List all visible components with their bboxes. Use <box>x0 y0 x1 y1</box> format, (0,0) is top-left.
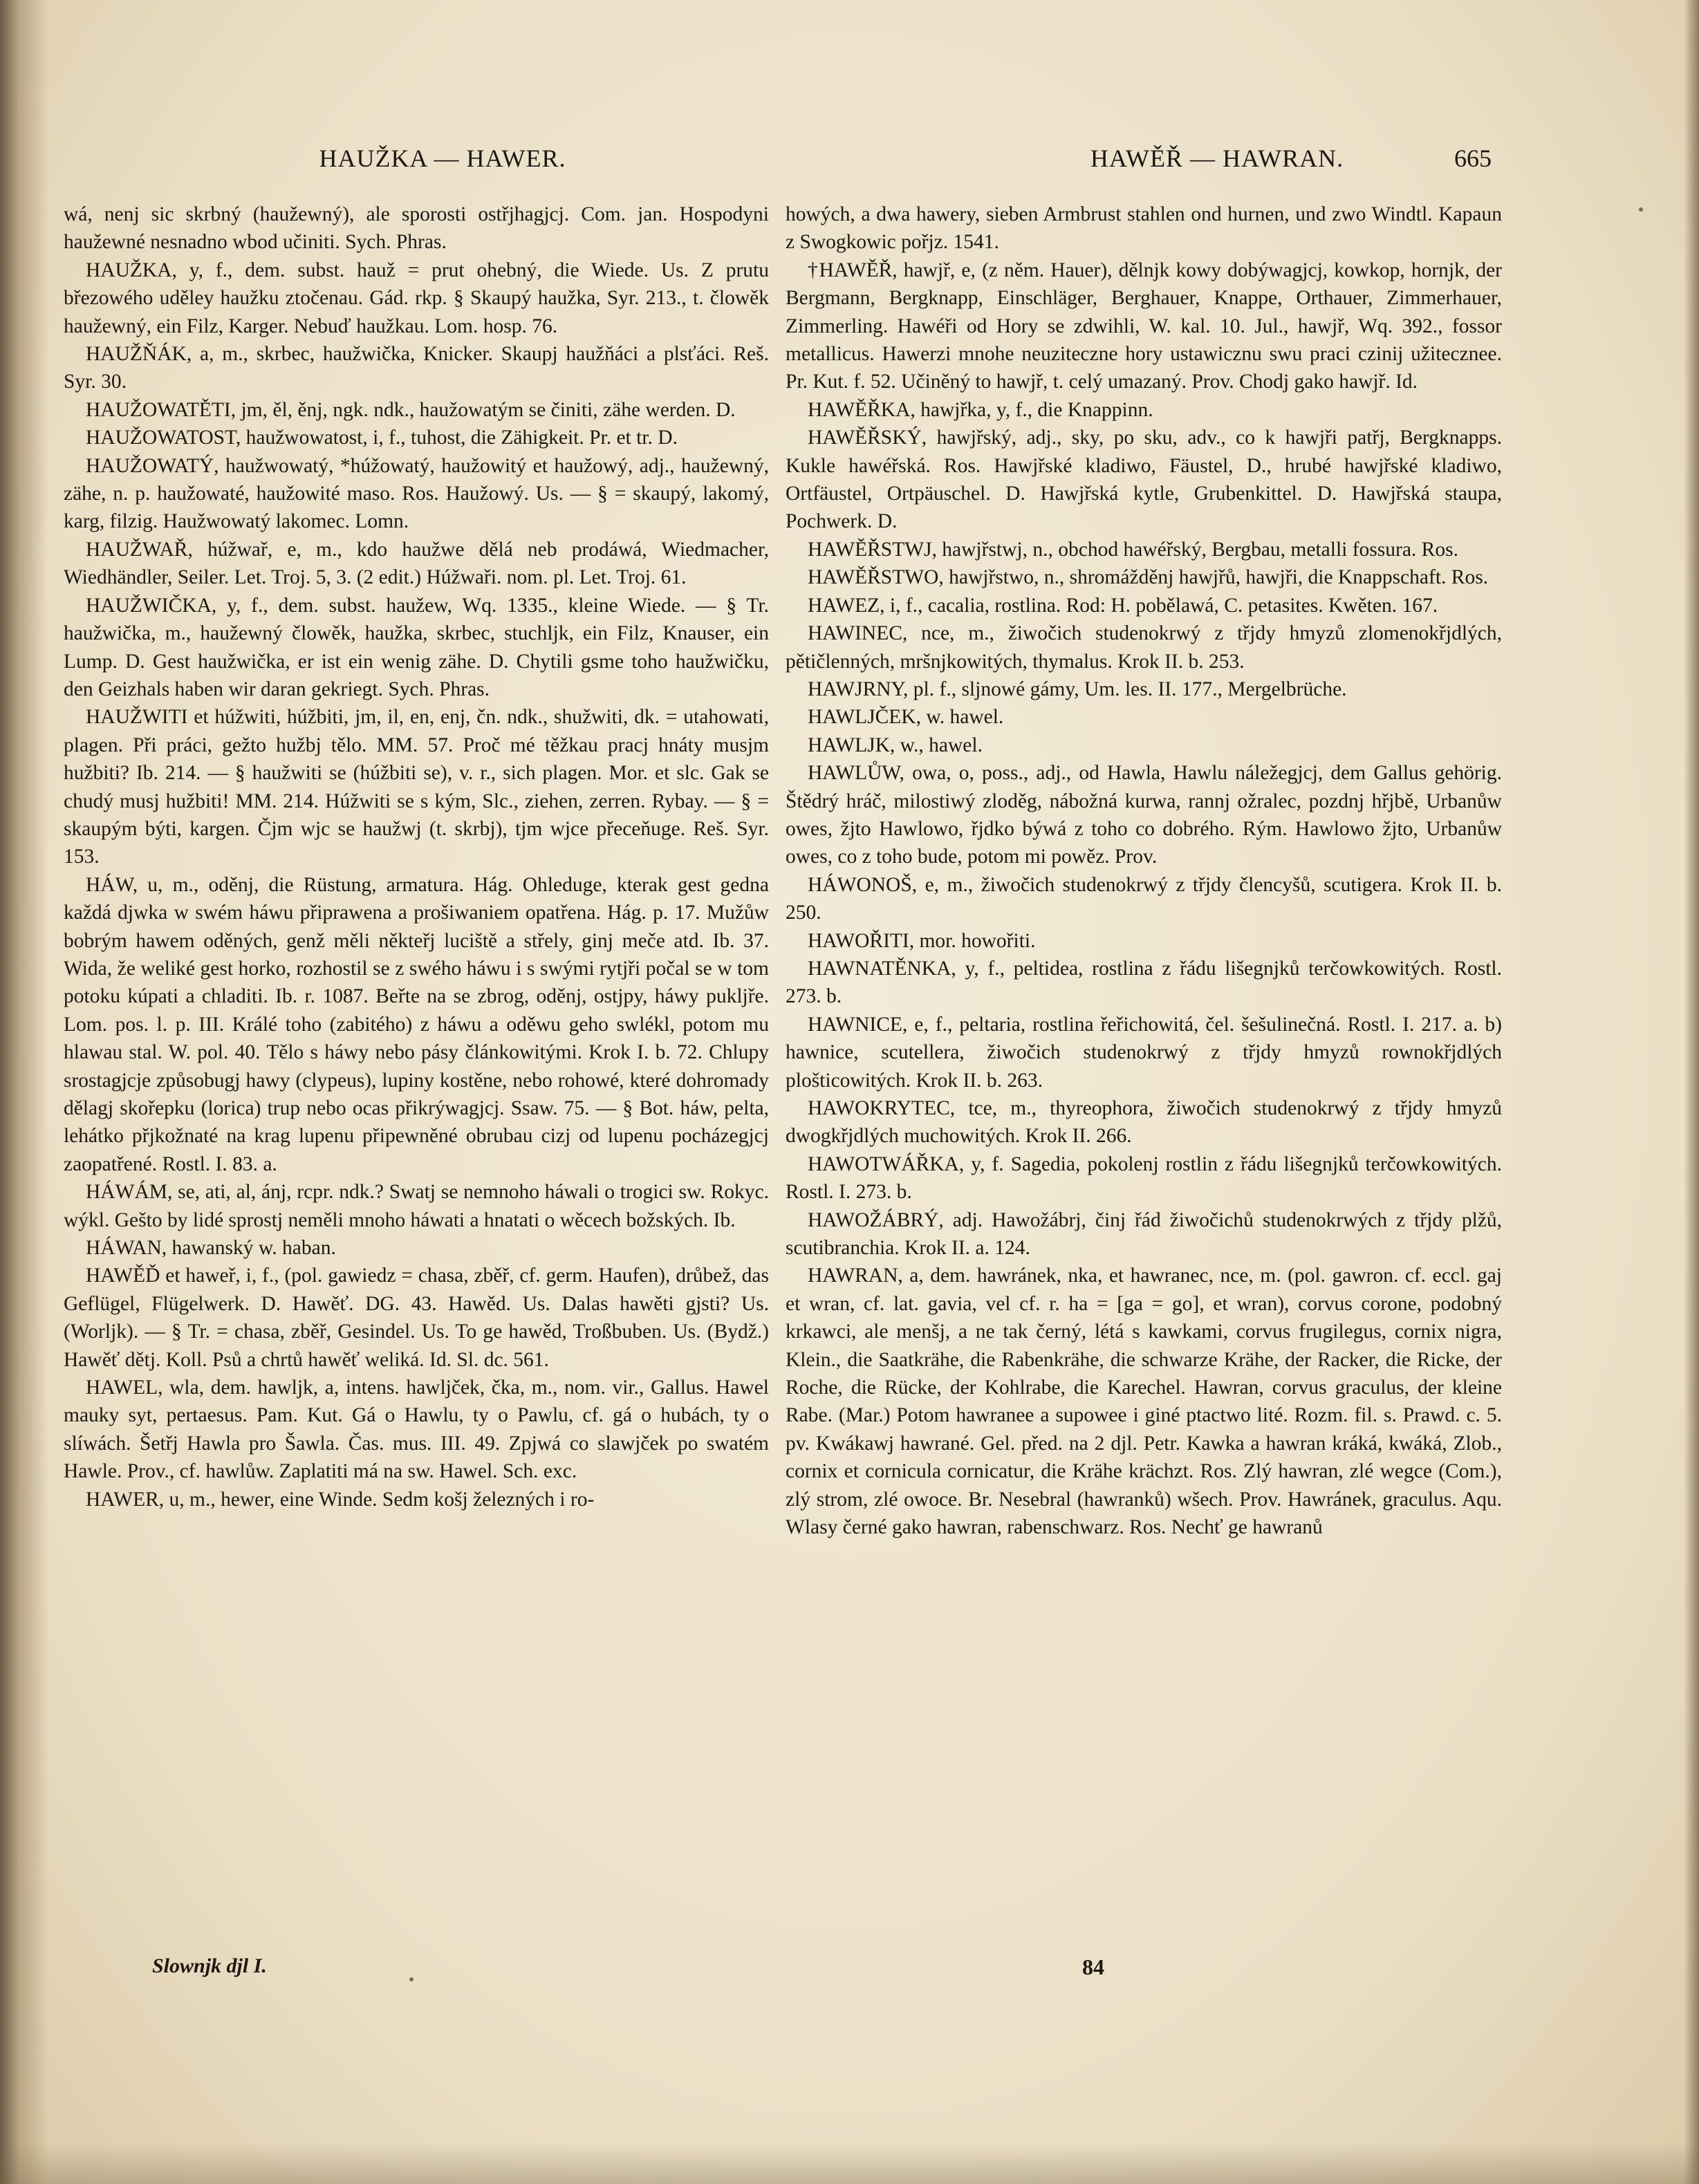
entry: HAWOTWÁŘKA, y, f. Sagedia, pokolenj rostlin z řádu lišegnjků terčowkowitých. Rostl. I. 273. b. <box>786 1152 1502 1204</box>
entry: HAWOKRYTEC, tce, m., thyreophora, žiwočich studenokrwý z třjdy hmyzů dwogkřjdlých muchowitých. Krok II. 266. <box>786 1097 1502 1148</box>
entry: HAUŽKA, y, f., dem. subst. hauž = prut ohebný, die Wiede. Us. Z prutu březowého uděley haužku ztočenau. Gád. rkp. § Skaupý haužka, Syr. 213., t. člowěk haužewný, ein Filz, Karger. Nebuď haužkau. Lom. hosp. 76. <box>64 259 769 337</box>
bottom-shade <box>0 2143 1699 2184</box>
printer-signature: 84 <box>1082 1954 1104 1979</box>
entry: wá, nenj sic skrbný (haužewný), ale sporosti ostřjhagjcj. Com. jan. Hospodyni haužewné nesnadno wbod učiniti. Sych. Phras. <box>64 203 769 254</box>
entry: HÁWAN, hawanský w. haban. <box>86 1237 336 1260</box>
entry: HAWRAN, a, dem. hawránek, nka, et hawranec, nce, m. (pol. gawron. cf. eccl. gaj et wran, cf. lat. gavia, vel cf. r. ha = [ga = go], et wran), corvus corone, podobný krkawci, ale menšj, a ne tak černý, létá s kawkami, corvus frugilegus, cornix nigra, Klein., die Saatkrähe, die Rabenkrähe, die schwarze Krähe, der Racker, die Ricke, der Roche, die Rücke, der Kohlrabe, die Karechel. Hawran, corvus graculus, der kleine Rabe. (Mar.) Potom hawranee a supowee i giné ptactwo lité. Rozm. fil. s. Prawd. c. 5. pv. Kwákawj hawrané. Gel. před. na 2 djl. Petr. Kawka a hawran kráká, kwáká, Zlob., cornix et cornicula cornicatur, die Krähe krächzt. Ros. Zlý hawran, zlé wegce (Com.), zlý strom, zlé owoce. Br. Nesebral (hawranků) wšech. Prov. Hawránek, graculus. Aqu. Wlasy černé gako hawran, rabenschwarz. Ros. Nechť ge hawranů <box>786 1264 1502 1539</box>
entry: HÁWÁM, se, ati, al, ánj, rcpr. ndk.? Swatj se nemnoho háwali o trogici sw. Rokyc. wýkl. Gešto by lidé sprostj neměli mnoho háwati a hnatati o wěcech božských. Ib. <box>64 1181 769 1231</box>
paper-speck <box>1639 207 1643 212</box>
entry: HAWĚŘSTWO, hawjřstwo, n., shromážděnj hawjřů, hawjři, die Knappschaft. Ros. <box>808 566 1489 589</box>
entry: HAWNICE, e, f., peltaria, rostlina řeřichowitá, čel. šešulinečná. Rostl. I. 217. a. b) hawnice, scutellera, žiwočich studenokrwý z třjdy hmyzů rownokřjdlých plošticowitých. Krok II. b. 263. <box>786 1013 1502 1092</box>
entry: HAWLJK, w., hawel. <box>808 734 983 756</box>
entry: HAWLŮW, owa, o, poss., adj., od Hawla, Hawlu náležegjcj, dem Gallus gehörig. Štědrý hráč, milostiwý zloděg, nábožná kurwa, rannj ožralec, pozdnj hřjbě, Urbanůw owes, žjto Hawlowo, řjdko býwá z toho co dobrého. Rým. Hawlowo žjto, Urbanůw owes, co z toho bude, potom mi powěz. Prov. <box>786 762 1502 868</box>
entry: HAWĚŘSKÝ, hawjřský, adj., sky, po sku, adv., co k hawjři patřj, Bergknapps. Kukle hawéřská. Ros. Hawjřské kladiwo, Fäustel, D., hrubé hawjřské kladiwo, Ortfäustel, Ortpäuschel. D. Hawjřská kytle, Grubenkittel. D. Hawjřská staupa, Pochwerk. D. <box>786 427 1502 533</box>
entry: HAWJRNY, pl. f., sljnowé gámy, Um. les. II. 177., Mergelbrüche. <box>808 678 1347 700</box>
running-head-right: HAWĚŘ — HAWRAN. <box>1090 144 1344 172</box>
entry: HÁW, u, m., oděnj, die Rüstung, armatura. Hág. Ohleduge, kterak gest gedna každá djwka w swém háwu připrawena a prošiwaniem opatřena. Hág. p. 17. Mužůw bobrým hawem oděných, genž měli někteřj luciště a střely, ginj meče atd. Ib. 37. Wida, že weliké gest horko, rozhostil se z swého háwu i s swými rytjři počal se w tom potoku kúpati a chladiti. Ib. r. 1087. Beřte na se zbrog, oděnj, ostjpy, háwy pukljře. Lom. pos. l. p. III. Králé toho (zabitého) z háwu a oděwu geho swlékl, potom mu hlawau stal. W. pol. 40. Tělo s háwy nebo pásy článkowitými. Krok I. b. 72. Chlupy srostagjcje způsobugj hawy (clypeus), lupiny kostěne, nebo rohowé, které dohromady dělagj skořepku (lorica) trup nebo ocas přikrýwagjcj. Ssaw. 75. — § Bot. háw, pelta, lehátko přjkožnaté na krag lupenu připewněné obrubau cizj od lupenu pocházegjcj zaopatřené. Rostl. I. 83. a. <box>64 873 769 1175</box>
paper-speck <box>409 1977 414 1981</box>
entry: †HAWĚŘ, hawjř, e, (z něm. Hauer), dělnjk kowy dobýwagjcj, kowkop, hornjk, der Bergmann, Bergknapp, Einschläger, Berghauer, Knappe, Orthauer, Zimmerhauer, Zimmerling. Hawéři od Hory se zdwihli, W. kal. 10. Jul., hawjř, Wq. 392., fossor metallicus. Hawerzi mnohe neuziteczne hory ustawicznu swu praci czinij užitecznee. Pr. Kut. f. 52. Učiněný to hawjř, t. celý umazaný. Prov. Chodj gako hawjř. Id. <box>786 259 1502 393</box>
left-column <box>64 200 769 1513</box>
entry: HAWĚŘSTWJ, hawjřstwj, n., obchod hawéřský, Bergbau, metalli fossura. Ros. <box>808 538 1458 561</box>
entry: howých, a dwa hawery, sieben Armbrust stahlen ond hurnen, und zwo Windtl. Kapaun z Swogkowic pořjz. 1541. <box>786 203 1502 254</box>
entry: HAWER, u, m., hewer, eine Winde. Sedm košj železných i ro- <box>86 1488 595 1511</box>
right-column <box>786 200 1502 1542</box>
entry: HAUŽŇÁK, a, m., skrbec, haužwička, Knicker. Skaupj haužňáci a plsťáci. Reš. Syr. 30. <box>64 343 769 393</box>
entry: HAUŽWAŘ, húžwař, e, m., kdo haužwe dělá neb prodáwá, Wiedmacher, Wiedhändler, Seiler. Let. Troj. 5, 3. (2 edit.) Húžwaři. nom. pl. Let. Troj. 61. <box>64 538 769 589</box>
left-column-text <box>64 200 769 1513</box>
entry: HAWINEC, nce, m., žiwočich studenokrwý z třjdy hmyzů zlomenokřjdlých, pětičlenných, mršnjkowitých, thymalus. Krok II. b. 253. <box>786 622 1502 673</box>
entry: HAUŽOWATĚTI, jm, ěl, ěnj, ngk. ndk., haužowatým se činiti, zähe werden. D. <box>86 398 736 421</box>
entry: HAUŽWITI et húžwiti, húžbiti, jm, il, en, enj, čn. ndk., shužwiti, dk. = utahowati, plagen. Při práci, gežto hužbj tělo. MM. 57. Proč mé těžkau pracj hnáty musjm hužbiti? Ib. 214. — § haužwiti se (húžbiti se), v. r., sich plagen. Mor. et slc. Gak se chudý musj hužbiti! MM. 214. Húžwiti se s kým, Slc., ziehen, zerren. Rybay. — § = skaupým býti, kargen. Čjm wjc se haužwj (t. skrbj), tjm wjce přeceňuge. Reš. Syr. 153. <box>64 706 769 868</box>
page-number: 665 <box>1454 144 1492 172</box>
entry: HAUŽOWATOST, haužwowatost, i, f., tuhost, die Zähigkeit. Pr. et tr. D. <box>86 427 678 449</box>
footer-volume-label: Slownjk djl I. <box>152 1954 267 1977</box>
right-column-text <box>786 200 1502 1542</box>
entry: HAWOŽÁBRÝ, adj. Hawožábrj, činj řád žiwočichů studenokrwých z třjdy plžů, scutibranchia. Krok II. a. 124. <box>786 1208 1502 1260</box>
binding-shadow <box>0 0 48 2184</box>
entry: HAUŽOWATÝ, haužwowatý, *húžowatý, haužowitý et haužowý, adj., haužewný, zähe, n. p. haužowaté, haužowité maso. Ros. Haužowý. Us. — § = skaupý, lakomý, karg, filzig. Haužwowatý lakomec. Lomn. <box>64 454 769 533</box>
entry: HAWEZ, i, f., cacalia, rostlina. Rod: H. pobělawá, C. petasites. Kwěten. 167. <box>808 594 1438 617</box>
entry: HÁWONOŠ, e, m., žiwočich studenokrwý z třjdy člencyšů, scutigera. Krok II. b. 250. <box>786 873 1502 924</box>
entry: HAUŽWIČKA, y, f., dem. subst. haužew, Wq. 1335., kleine Wiede. — § Tr. haužwička, m., haužewný člowěk, haužka, skrbec, stuchljk, ein Filz, Knauser, ein Lump. D. Gest haužwička, er ist ein wenig zähe. D. Chytili gsme toho haužwičku, den Geizhals haben wir daran gekriegt. Sych. Phras. <box>64 594 769 700</box>
running-head-left: HAUŽKA — HAWER. <box>319 144 566 172</box>
entry: HAWEL, wla, dem. hawljk, a, intens. hawljček, čka, m., nom. vir., Gallus. Hawel mauky syt, pertaesus. Pam. Kut. Gá o Hawlu, ty o Pawlu, cf. gá o hubách, ty o slíwách. Šetřj Hawla pro Šawla. Čas. mus. III. 49. Zpjwá co slawjček po swatém Hawle. Prov., cf. hawlůw. Zaplatiti má na sw. Hawel. Sch. exc. <box>64 1376 769 1483</box>
entry: HAWĚĎ et haweř, i, f., (pol. gawiedz = chasa, zběř, cf. germ. Haufen), drůbež, das Geflügel, Flügelwerk. D. Hawěť. DG. 43. Hawěd. Us. Dalas hawěti gjsti? Us. (Worljk). — § Tr. = chasa, zběř, Gesindel. Us. To ge hawěd, Troßbuben. Us. (Bydž.) Hawěť dětj. Koll. Psů a chrtů hawěť weliká. Id. Sl. dc. 561. <box>64 1264 769 1371</box>
entry: HAWNATĚNKA, y, f., peltidea, rostlina z řádu lišegnjků terčowkowitých. Rostl. 273. b. <box>786 957 1502 1008</box>
entry: HAWLJČEK, w. hawel. <box>808 706 1004 729</box>
page-edge <box>1684 0 1699 2184</box>
entry: HAWOŘITI, mor. howořiti. <box>808 929 1036 952</box>
entry: HAWĚŘKA, hawjřka, y, f., die Knappinn. <box>808 398 1153 421</box>
